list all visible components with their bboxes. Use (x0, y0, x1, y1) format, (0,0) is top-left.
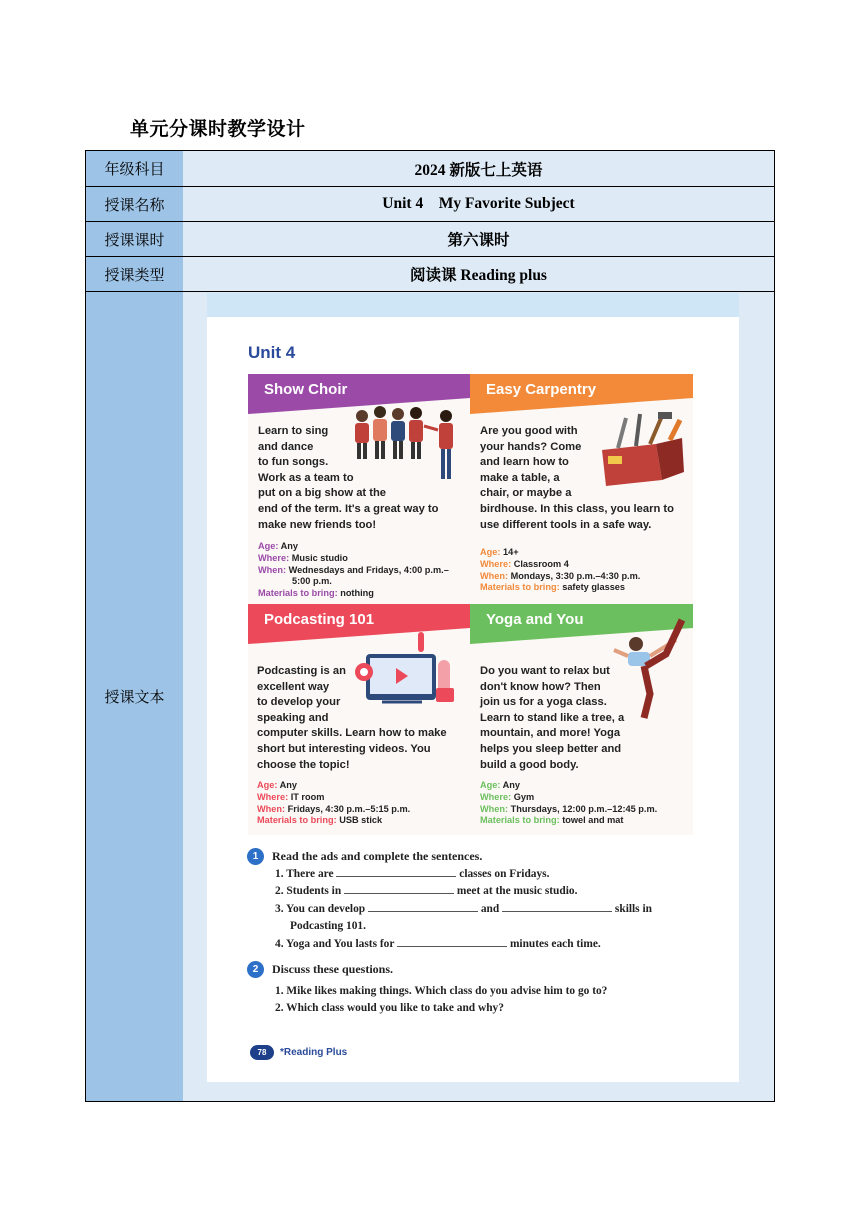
row-label: 授课文本 (86, 292, 184, 1101)
task-2-item: 2. Which class would you like to take and why? (275, 1002, 504, 1015)
task-number-badge: 2 (247, 961, 264, 978)
document-title: 单元分课时教学设计 (130, 118, 306, 140)
card-title: Easy Carpentry (486, 381, 597, 398)
task-number-badge: 1 (247, 848, 264, 865)
row-value: 2024 新版七上英语 (183, 151, 774, 186)
card-details: Age: 14+ Where: Classroom 4 When: Mondays, 3:30 p.m.–4:30 p.m. Materials to bring: safety glasses (480, 547, 641, 593)
task-1-item-continued: Podcasting 101. (290, 920, 366, 933)
row-lesson-period (86, 222, 774, 257)
row-lesson-text (86, 292, 774, 1101)
task-1-item: 3. You can develop and skills in (275, 902, 652, 915)
card-details: Age: Any Where: Gym When: Thursdays, 12:00 p.m.–12:45 p.m. Materials to bring: towel and mat (480, 780, 658, 826)
card-body: Do you want to relax but don't know how? Then join us for a yoga class. Learn to stand like a tree, a mountain, and more! Yoga helps you sleep better and build a good body. (480, 665, 625, 771)
card-podcasting-101 (248, 604, 470, 835)
task-1-item: 1. There are classes on Fridays. (275, 868, 550, 880)
task-2-heading: 2 Discuss these questions. (247, 959, 707, 979)
unit-title: Unit 4 (248, 343, 296, 362)
row-lesson-type (86, 257, 774, 292)
card-body: Learn to sing and dance to fun songs. Work as a team to put on a big show at the end of the term. It's a great way to make new friends too! (258, 425, 439, 531)
card-body: Podcasting is an excellent way to develop your speaking and computer skills. Learn how to make short but interesting videos. You choose the topic! (257, 665, 447, 771)
card-title: Show Choir (264, 381, 348, 398)
row-value (183, 292, 774, 1101)
row-value: Unit 4 My Favorite Subject (183, 187, 774, 221)
card-yoga-and-you (470, 604, 693, 835)
card-show-choir (248, 374, 470, 604)
page-footer (250, 1045, 347, 1060)
answer-blank[interactable] (336, 866, 456, 877)
row-label: 授课课时 (86, 222, 184, 256)
card-body: Are you good with your hands? Come and learn how to make a table, a chair, or maybe a birdhouse. In this class, you learn to use different tools in a safe way. (480, 425, 674, 531)
answer-blank[interactable] (368, 901, 478, 912)
task-1-item: 2. Students in meet at the music studio. (275, 885, 578, 898)
card-easy-carpentry (470, 374, 693, 604)
row-value: 第六课时 (183, 222, 774, 256)
page-top-band (207, 293, 739, 317)
task-1-heading: 1 Read the ads and complete the sentences. (247, 846, 707, 866)
card-title: Podcasting 101 (264, 611, 375, 628)
section-label: *Reading Plus (280, 1047, 348, 1058)
task-1-item: 4. Yoga and You lasts for minutes each time. (275, 937, 601, 950)
task-2-item: 1. Mike likes making things. Which class do you advise him to go to? (275, 985, 608, 998)
answer-blank[interactable] (397, 936, 507, 947)
card-details: Age: Any Where: IT room When: Fridays, 4:30 p.m.–5:15 p.m. Materials to bring: USB stick (257, 780, 411, 826)
textbook-page (207, 293, 739, 1082)
row-label: 授课名称 (86, 187, 184, 221)
answer-blank[interactable] (502, 901, 612, 912)
row-label: 授课类型 (86, 257, 184, 291)
card-title: Yoga and You (486, 611, 584, 628)
page-number: 78 (250, 1045, 274, 1060)
row-grade-subject (86, 151, 774, 187)
card-details: Age: Any Where: Music studio When: Wednesdays and Fridays, 4:00 p.m.– 5:00 p.m. Materials to bring: nothing (258, 541, 449, 599)
row-label: 年级科目 (86, 151, 184, 186)
answer-blank[interactable] (344, 883, 454, 894)
exercise-section (247, 846, 707, 1018)
row-lesson-name (86, 187, 774, 222)
lesson-info-table (85, 150, 775, 1102)
row-value: 阅读课 Reading plus (183, 257, 774, 291)
